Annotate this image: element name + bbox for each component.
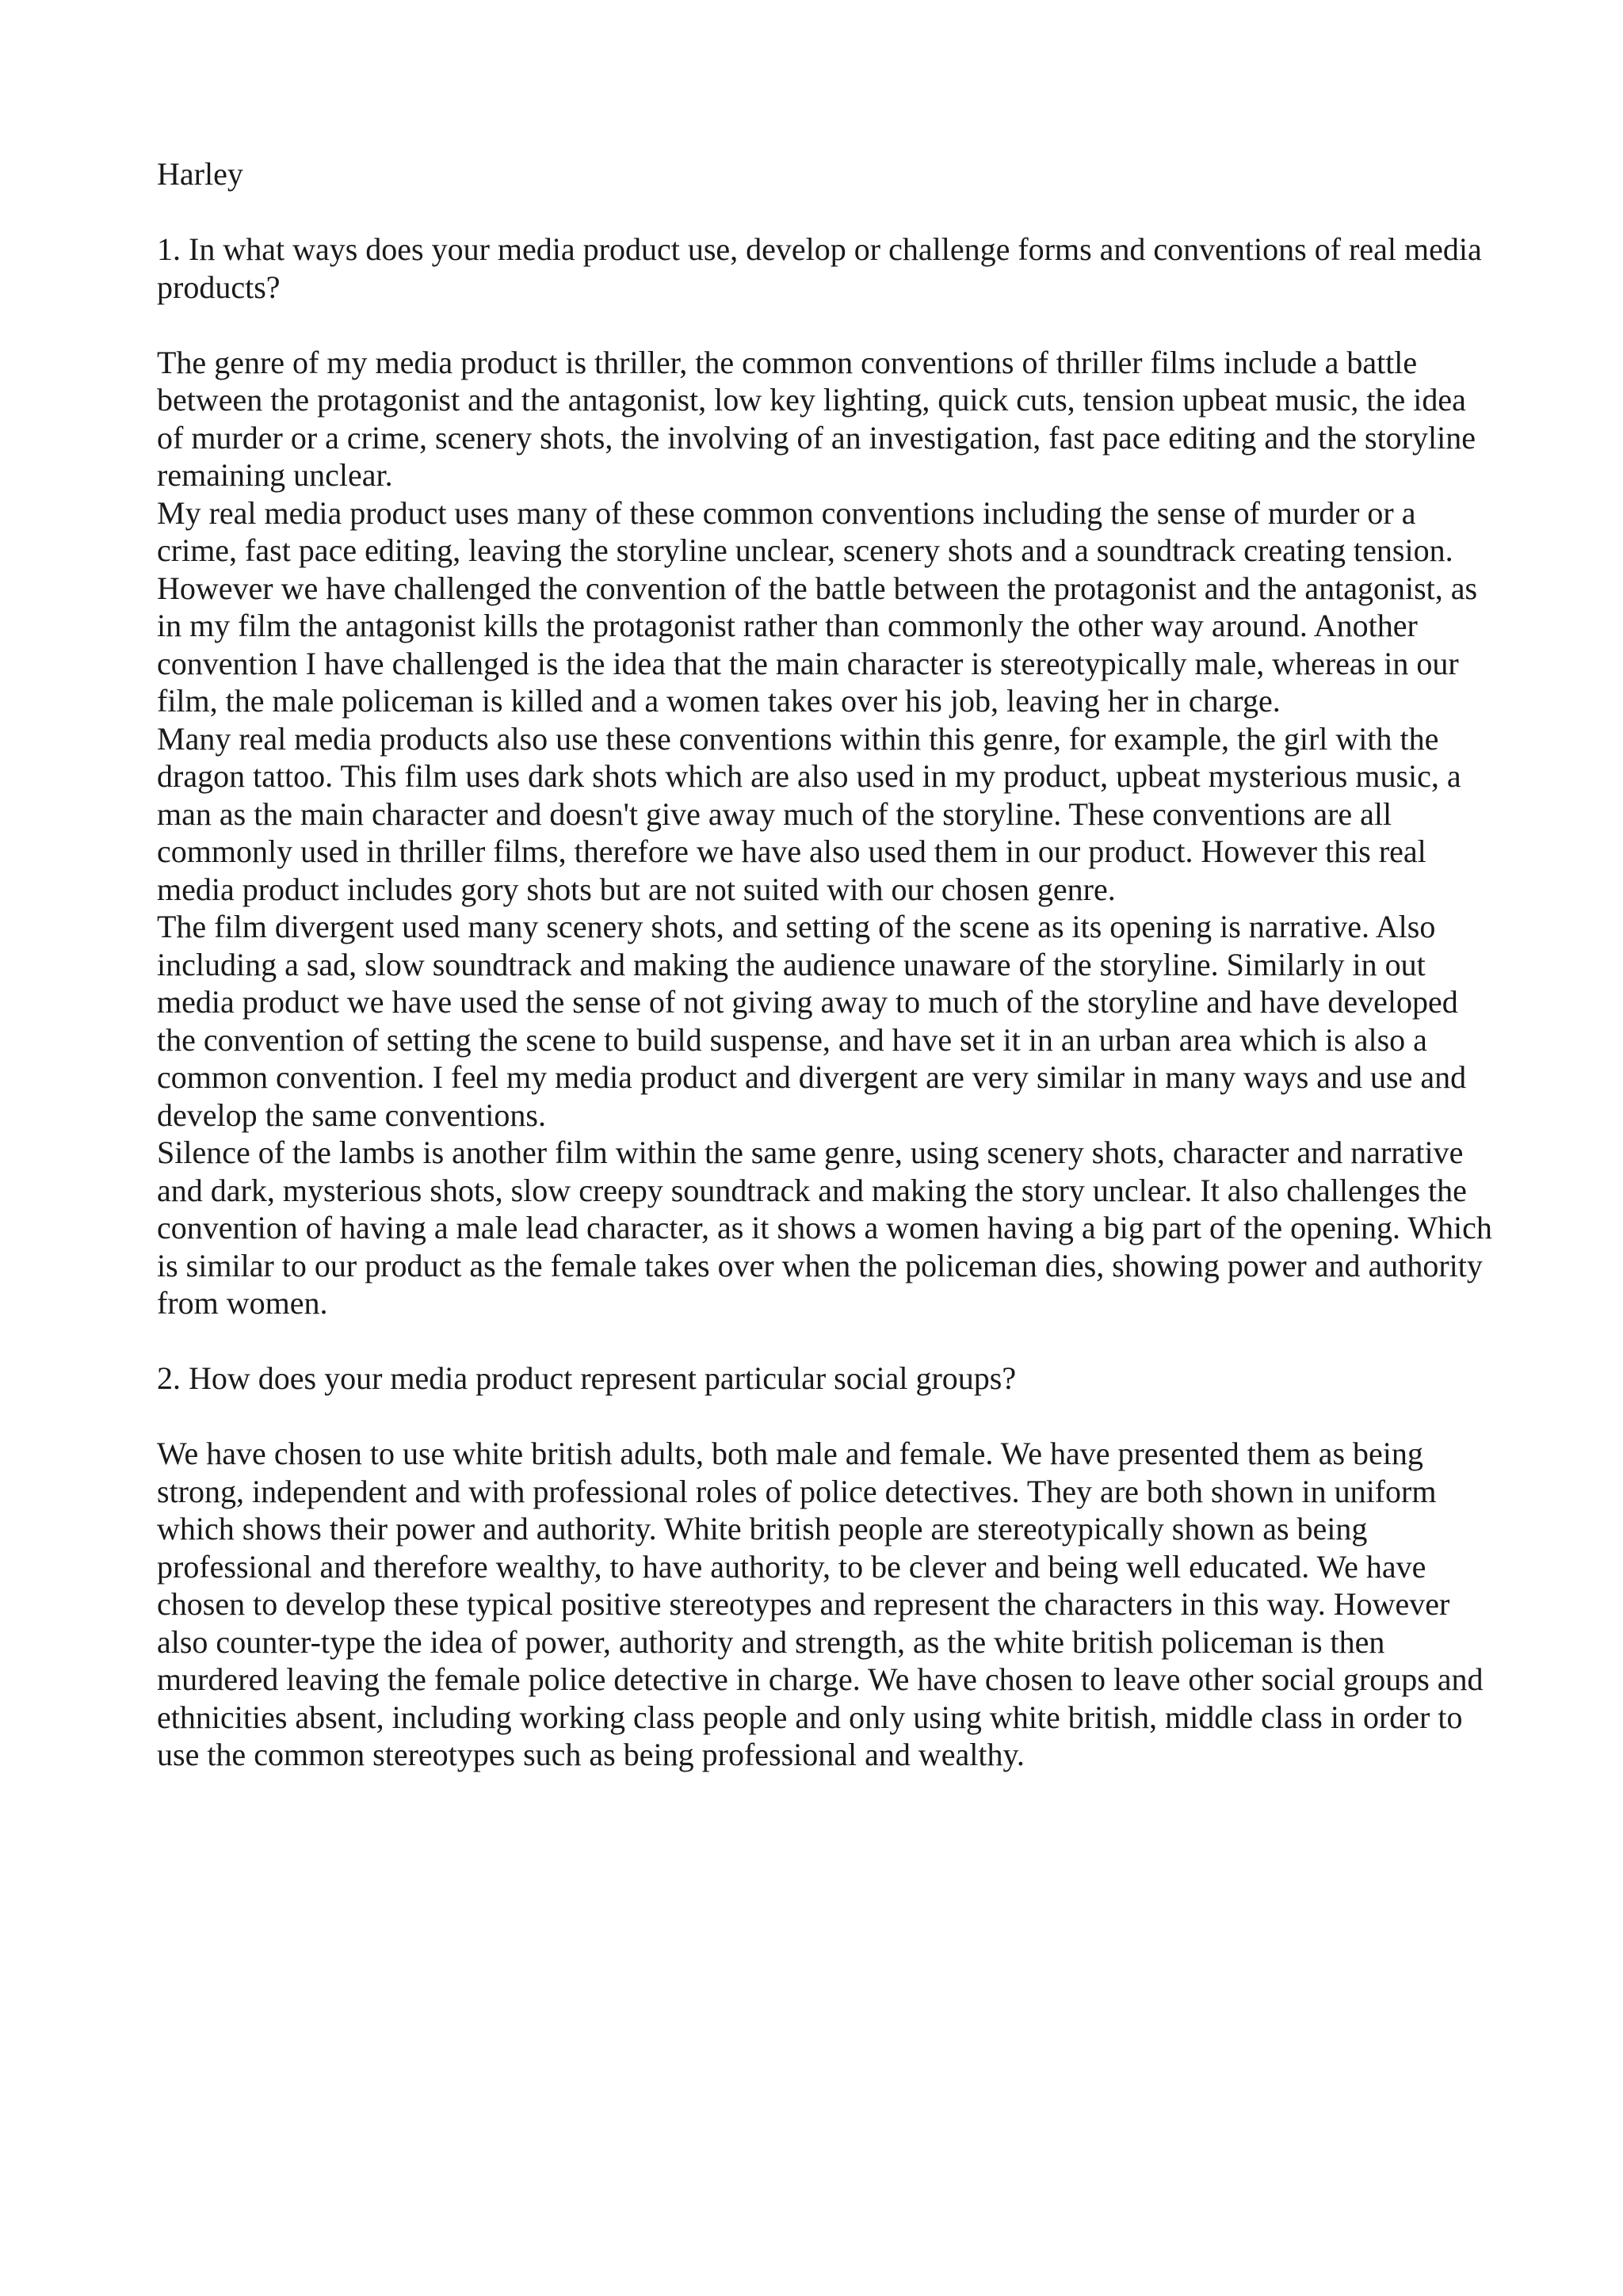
answer-2-paragraph: We have chosen to use white british adults, both male and female. We have presented them as being strong, independent and with professional roles of police detectives. They are both shown in uniform which shows their power and authority. White british people are stereotypically shown as being professional and therefore wealthy, to have authority, to be clever and being well educated. We have chosen to develop these typical positive stereotypes and represent the characters in this way. However also counter-type the idea of power, authority and strength, as the white british policeman is then murdered leaving the female police detective in charge. We have chosen to leave other social groups and ethnicities absent, including working class people and only using white british, middle class in order to use the common stereotypes such as being professional and wealthy. — [157, 1436, 1484, 1772]
answer-1-paragraph-2: My real media product uses many of these common conventions including the sense of murder or a crime, fast pace editing, leaving the storyline unclear, scenery shots and a soundtrack creating tension. However we have challenged the convention of the battle between the protagonist and the antagonist, as in my film the antagonist kills the protagonist rather than commonly the other way around. Another convention I have challenged is the idea that the main character is stereotypically male, whereas in our film, the male policeman is killed and a women takes over his job, leaving her in charge. — [157, 494, 1478, 719]
question-2: 2. How does your media product represent particular social groups? — [157, 1360, 1017, 1396]
spacer — [157, 1322, 1496, 1360]
answer-1-paragraph-5: Silence of the lambs is another film within the same genre, using scenery shots, character and narrative and dark, mysterious shots, slow creepy soundtrack and making the story unclear. It also challenges the convention of having a male lead character, as it shows a women having a big part of the opening. Which is similar to our product as the female takes over when the policeman dies, showing power and authority from women. — [157, 1135, 1492, 1321]
answer-1-paragraph-4: The film divergent used many scenery shots, and setting of the scene as its opening is narrative. Also including a sad, slow soundtrack and making the audience unaware of the storyline. Similarly in out media product we have used the sense of not giving away to much of the storyline and have developed the convention of setting the scene to build suspense, and have set it in an urban area which is also a common convention. I feel my media product and divergent are very similar in many ways and use and develop the same conventions. — [157, 909, 1467, 1133]
answer-1-paragraph-3: Many real media products also use these conventions within this genre, for example, the girl with the dragon tattoo. This film uses dark shots which are also used in my product, upbeat mysterious music, a man as the main character and doesn't give away much of the storyline. These conventions are all commonly used in thriller films, therefore we have also used them in our product. However this real media product includes gory shots but are not suited with our chosen genre. — [157, 720, 1461, 907]
answer-1-paragraph-1: The genre of my media product is thriller, the common conventions of thriller films include a battle between the protagonist and the antagonist, low key lighting, quick cuts, tension upbeat music, the idea of murder or a crime, scenery shots, the involving of an investigation, fast pace editing and the storyline remaining unclear. — [157, 344, 1476, 493]
document-page — [157, 155, 1496, 1774]
spacer — [157, 306, 1496, 344]
spacer — [157, 193, 1496, 231]
question-1: 1. In what ways does your media product use, develop or challenge forms and conventions of real media products? — [157, 231, 1482, 305]
spacer — [157, 1398, 1496, 1436]
author-name: Harley — [157, 156, 243, 192]
